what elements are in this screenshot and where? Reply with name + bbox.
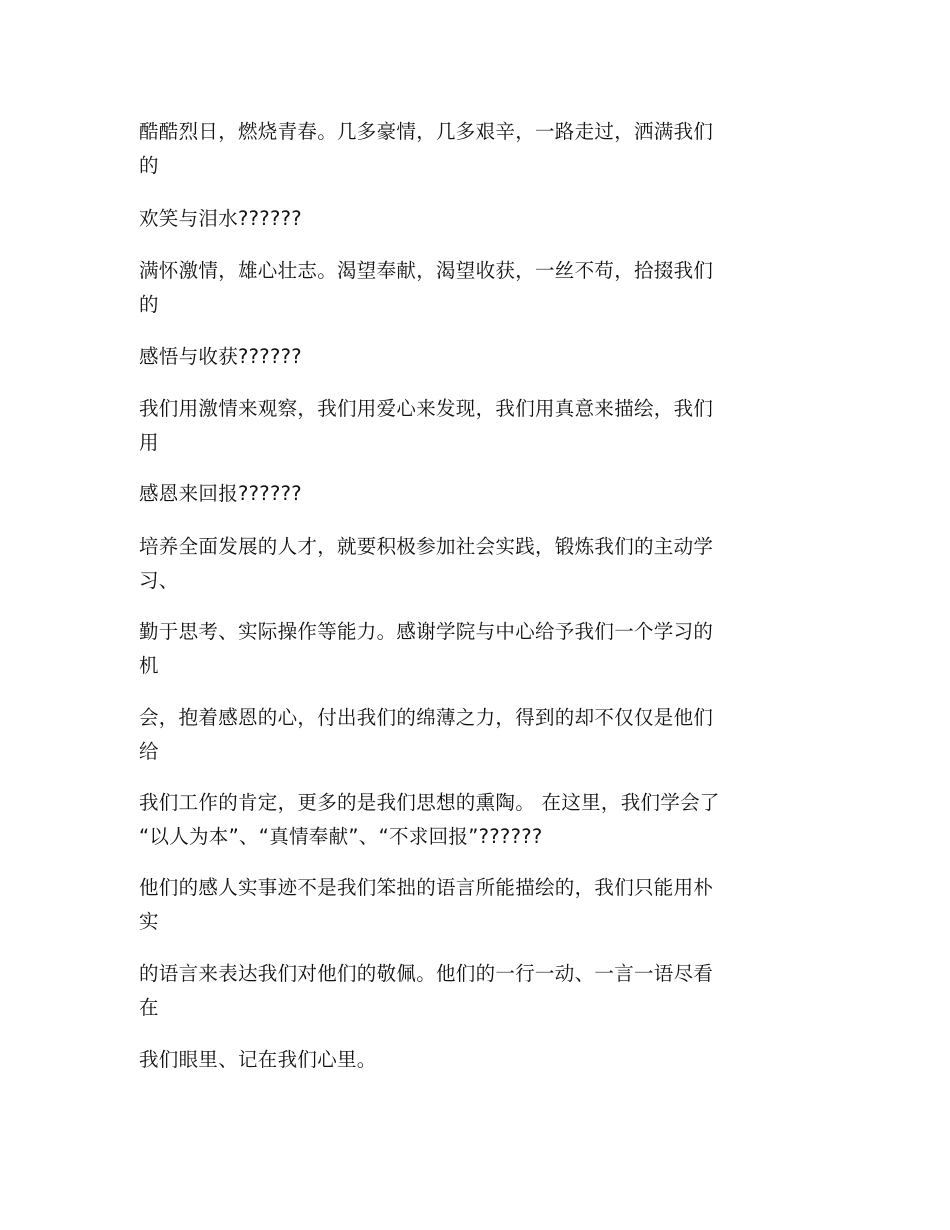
paragraph xyxy=(139,701,819,769)
text-line: 机 xyxy=(139,654,159,677)
text-line: 的语言来表达我们对他们的敬佩。他们的一行一动、一言一语尽看 xyxy=(139,962,714,985)
text-line: 我们眼里、记在我们心里。 xyxy=(139,1048,377,1071)
text-line: 感悟与收获?????? xyxy=(139,345,302,368)
text-line: 用 xyxy=(139,431,159,454)
paragraph xyxy=(139,1043,819,1077)
text-line: “以人为本”、“真情奉献”、“不求回报”?????? xyxy=(139,825,543,848)
paragraph xyxy=(139,615,819,683)
text-line: 给 xyxy=(139,740,159,763)
text-line: 欢笑与泪水?????? xyxy=(139,207,302,230)
text-line: 满怀激情，雄心壮志。渴望奉献，渴望收获，一丝不苟，拾掇我们 xyxy=(139,259,714,282)
text-line: 我们工作的肯定，更多的是我们思想的熏陶。 在这里，我们学会了 xyxy=(139,791,720,814)
paragraph xyxy=(139,115,819,183)
paragraph xyxy=(139,477,819,511)
text-line: 的 xyxy=(139,293,159,316)
paragraph xyxy=(139,202,819,236)
text-line: 会，抱着感恩的心，付出我们的绵薄之力，得到的却不仅仅是他们 xyxy=(139,706,714,729)
paragraph xyxy=(139,957,819,1025)
paragraph xyxy=(139,871,819,939)
paragraph xyxy=(139,530,819,598)
text-line: 我们用激情来观察，我们用爱心来发现，我们用真意来描绘，我们 xyxy=(139,397,714,420)
text-line: 的 xyxy=(139,154,159,177)
text-line: 勤于思考、实际操作等能力。感谢学院与中心给予我们一个学习的 xyxy=(139,620,714,643)
text-line: 习、 xyxy=(139,569,179,592)
text-line: 实 xyxy=(139,910,159,933)
text-line: 在 xyxy=(139,996,159,1019)
text-line: 培养全面发展的人才，就要积极参加社会实践，锻炼我们的主动学 xyxy=(139,535,714,558)
text-line: 感恩来回报?????? xyxy=(139,482,302,505)
text-line: 酷酷烈日，燃烧青春。几多豪情，几多艰辛，一路走过，洒满我们 xyxy=(139,120,714,143)
paragraph xyxy=(139,254,819,322)
paragraph xyxy=(139,392,819,460)
paragraph xyxy=(139,786,819,854)
paragraph xyxy=(139,340,819,374)
text-line: 他们的感人实事迹不是我们笨拙的语言所能描绘的，我们只能用朴 xyxy=(139,876,714,899)
